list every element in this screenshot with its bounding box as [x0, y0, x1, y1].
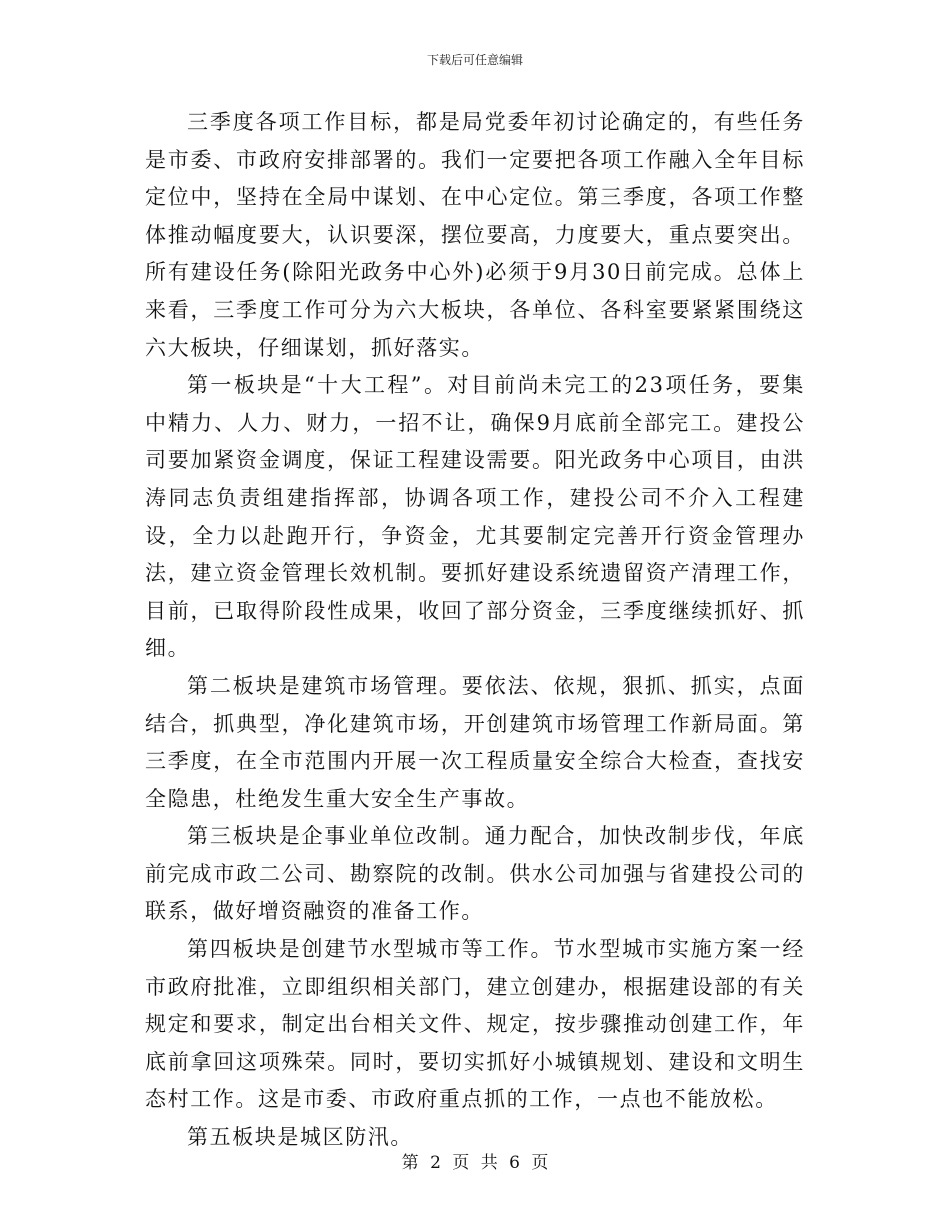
document-body [145, 104, 805, 1157]
paragraph-q3-goals: 三季度各项工作目标，都是局党委年初讨论确定的，有些任务是市委、市政府安排部署的。我们一定要把各项工作融入全年目标定位中，坚持在全局中谋划、在中心定位。第三季度，各项工作整体推动幅度要大，认识要深，摆位要高，力度要大，重点要突出。所有建设任务(除阳光政务中心外)必须于9月30日前完成。总体上来看，三季度工作可分为六大板块，各单位、各科室要紧紧围绕这六大板块，仔细谋划，抓好落实。 [145, 110, 805, 360]
paragraph-block-three: 第三板块是企事业单位改制。通力配合，加快改制步伐，年底前完成市政二公司、勘察院的改制。供水公司加强与省建投公司的联系，做好增资融资的准备工作。 [145, 824, 805, 924]
page-header: 下载后可任意编辑 [426, 53, 523, 67]
paragraph-block-one: 第一板块是“十大工程”。对目前尚未完工的23项任务，要集中精力、人力、财力，一招不让，确保9月底前全部完工。建投公司要加紧资金调度，保证工程建设需要。阳光政务中心项目，由洪涛同志负责组建指挥部，协调各项工作，建投公司不介入工程建设，全力以赴跑开行，争资金，尤其要制定完善开行资金管理办法，建立资金管理长效机制。要抓好建设系统遗留资产清理工作，目前，已取得阶段性成果，收回了部分资金，三季度继续抓好、抓细。 [145, 373, 805, 661]
paragraph-block-two: 第二板块是建筑市场管理。要依法、依规，狠抓、抓实，点面结合，抓典型，净化建筑市场，开创建筑市场管理工作新局面。第三季度，在全市范围内开展一次工程质量安全综合大检查，查找安全隐患，杜绝发生重大安全生产事故。 [145, 673, 805, 811]
paragraph-block-four: 第四板块是创建节水型城市等工作。节水型城市实施方案一经市政府批准，立即组织相关部门，建立创建办，根据建设部的有关规定和要求，制定出台相关文件、规定，按步骤推动创建工作，年底前拿回这项殊荣。同时，要切实抓好小城镇规划、建设和文明生态村工作。这是市委、市政府重点抓的工作，一点也不能放松。 [145, 937, 805, 1112]
paragraph-block-five: 第五板块是城区防汛。 [187, 1125, 413, 1150]
page-footer: 第 2 页 共 6 页 [401, 1153, 549, 1173]
